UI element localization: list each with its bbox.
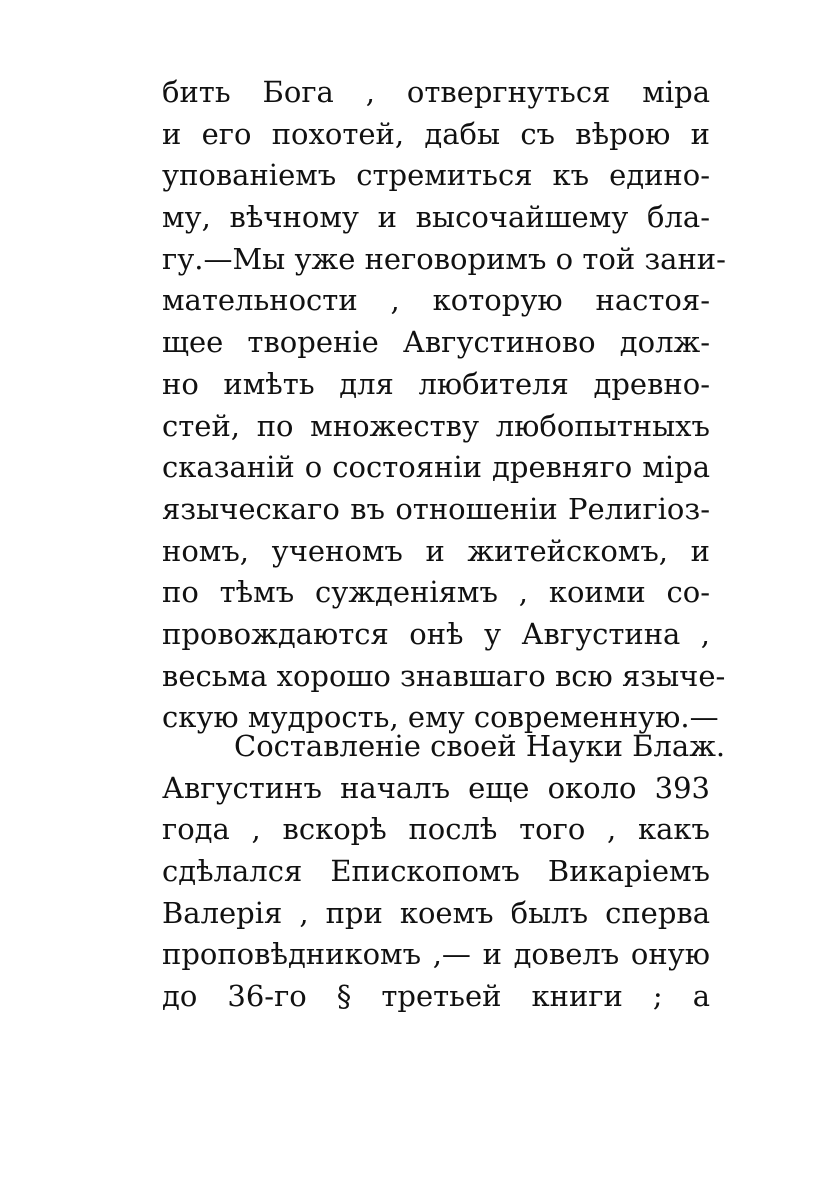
text-line: гу.—Мы уже неговоримъ о той зани- xyxy=(162,241,726,276)
text-line: му, вѣчному и высочайшему бла- xyxy=(162,200,710,235)
text-line: проповѣдникомъ ,— и довелъ оную xyxy=(162,937,710,972)
text-line: стей, по множеству любопытныхъ xyxy=(162,408,710,443)
text-line: провождаются онѣ у Августина , xyxy=(162,616,710,651)
text-line: номъ, ученомъ и житейскомъ, и xyxy=(162,533,710,568)
text-line: Валерія , при коемъ былъ сперва xyxy=(162,895,710,930)
paragraph-2 xyxy=(162,726,726,1018)
text-line: года , вскорѣ послѣ того , какъ xyxy=(162,812,710,847)
text-line: мательности , которую настоя- xyxy=(162,283,710,318)
text-line: весьма хорошо знавшаго всю языче- xyxy=(162,658,726,693)
paragraph-1 xyxy=(162,72,726,739)
text-line: языческаго въ отношеніи Религіоз- xyxy=(162,491,710,526)
text-line: сказаній о состояніи древняго міра xyxy=(162,450,710,485)
text-line: до 36-го § третьей книги ; а xyxy=(162,979,710,1014)
text-line: по тѣмъ сужденіямъ , коими со- xyxy=(162,575,710,610)
text-line: и его похотей, дабы съ вѣрою и xyxy=(162,116,710,151)
text-line: скую мудрость, ему современную.— xyxy=(162,700,719,735)
text-line: упованіемъ стремиться къ едино- xyxy=(162,158,710,193)
text-line: сдѣлался Епископомъ Викаріемъ xyxy=(162,854,710,889)
text-line: Августинъ началъ еще около 393 xyxy=(162,770,710,805)
text-line: но имѣть для любителя древно- xyxy=(162,366,710,401)
text-line: щее твореніе Августиново долж- xyxy=(162,325,710,360)
text-line: Составленіе своей Науки Блаж. xyxy=(234,729,726,763)
text-line: бить Бога , отвергнуться міра xyxy=(162,75,710,109)
